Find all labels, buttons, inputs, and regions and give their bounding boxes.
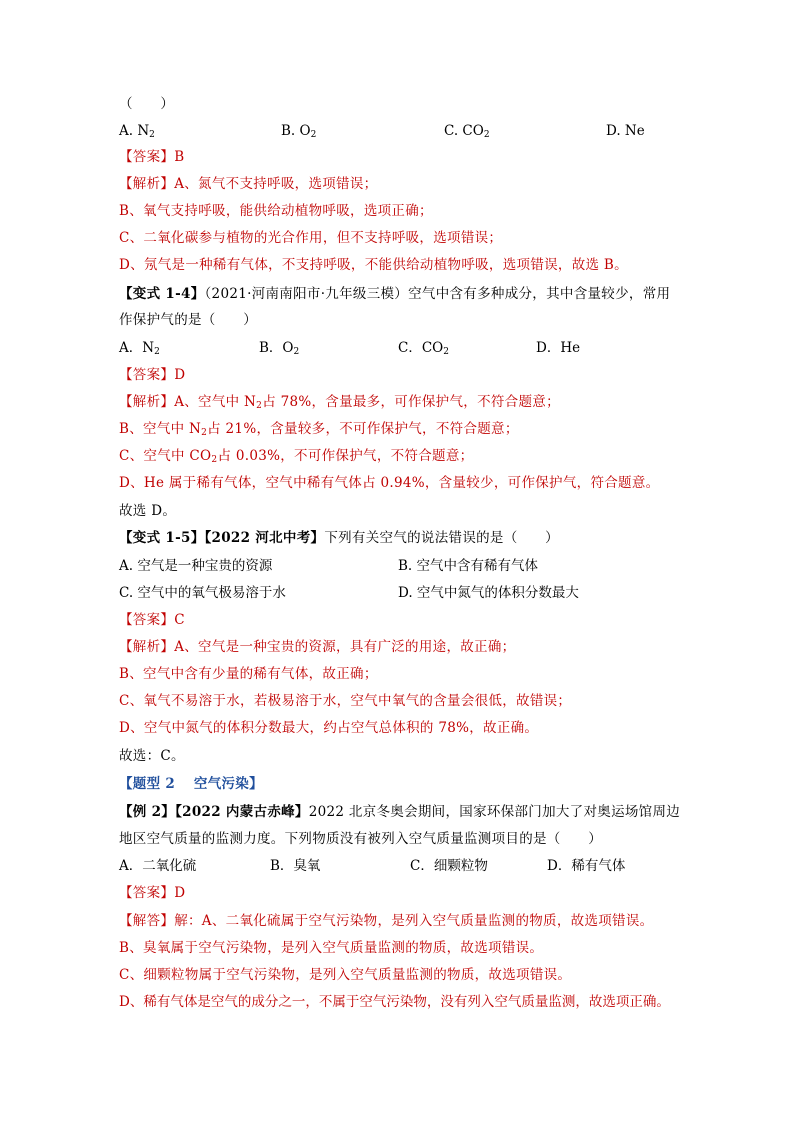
answer-tag: 【答案】 [119,367,175,383]
q4-stem-1: 【例 2】【2022 内蒙古赤峰】2022 北京冬奥会期间，国家环保部门加大了对奥运场馆周边 [119,804,681,820]
q3-option-d: D. 空气中氮气的体积分数最大 [398,585,579,601]
answer-value: C [174,612,185,628]
q3-analysis-4: D、空气中氮气的体积分数最大，约占空气总体积的 78%，故正确。 [119,720,539,736]
q2-stem-1: 【变式 1-4】（2021·河南南阳市·九年级三模）空气中含有多种成分，其中含量较少，常用 [119,286,671,302]
answer-tag: 【答案】 [119,612,175,628]
question-source: 【2022 内蒙古赤峰】 [175,804,309,820]
q4-answer [119,884,185,902]
q2-analysis-2: B、空气中 $N_2$占 21%，含量较多，不可作保护气，不符合题意； [119,421,519,438]
q2-analysis-1: 【解析】A、空气中 $N_2$占 78%，含量最多，可作保护气，不符合题意； [119,394,560,411]
answer-value: B [174,149,185,165]
q3-analysis-2: B、空气中含有少量的稀有气体，故正确； [119,666,378,682]
analysis-tag: 【解析】 [119,639,175,655]
q1-option-d: D. Ne [606,123,645,139]
q3-analysis-1: 【解析】A、空气是一种宝贵的资源，具有广泛的用途，故正确； [119,639,516,655]
q2-option-d: D．He [536,340,581,356]
q4-option-a: A．二氧化硫 [119,858,197,874]
q1-analysis-1: 【解析】A、氮气不支持呼吸，选项错误； [119,176,378,192]
question-tag: 【例 2】 [119,804,176,820]
q1-analysis-4: D、氖气是一种稀有气体，不支持呼吸，不能供给动植物呼吸，选项错误，故选 B。 [119,257,628,273]
q2-analysis-4: D、He 属于稀有气体，空气中稀有气体占 0.94%，含量较少，可作保护气，符合题意。 [119,475,660,491]
q3-option-a: A. 空气是一种宝贵的资源 [119,558,273,574]
q1-option-c: C. $CO_2$ [444,123,490,140]
q3-stem: 【变式 1-5】【2022 河北中考】下列有关空气的说法错误的是（ ） [119,530,559,546]
q2-option-a: A．$N_2$ [119,340,160,357]
question-tag: 【变式 1-4】 [119,286,205,302]
q3-answer [119,611,185,629]
q2-stem-2: 作保护气的是（ ） [119,312,257,328]
answer-value: D [174,367,186,383]
q4-option-c: C．细颗粒物 [410,858,488,874]
q1-analysis-3: C、二氧化碳参与植物的光合作用，但不支持呼吸，选项错误； [119,230,503,246]
q3-conclusion: 故选：C。 [119,748,185,764]
q1-option-a: A. $N_2$ [119,123,155,140]
q1-answer [119,148,184,166]
q4-stem-2: 地区空气质量的监测力度。下列物质没有被列入空气质量监测项目的是（ ） [119,831,602,847]
q4-option-b: B．臭氧 [270,858,321,874]
q4-analysis-1: 【解答】解：A、二氧化硫属于空气污染物，是列入空气质量监测的物质，故选项错误。 [119,913,654,929]
q1-analysis-2: B、氧气支持呼吸，能供给动植物呼吸，选项正确； [119,203,433,219]
question-tag: 【变式 1-5】 [119,530,205,546]
q2-conclusion: 故选 D。 [119,503,177,519]
answer-tag: 【答案】 [119,149,175,165]
analysis-tag: 【解析】 [119,176,175,192]
q2-option-b: B．$O_2$ [259,340,300,357]
question-source: 【2022 河北中考】 [204,530,325,546]
answer-value: D [174,885,186,901]
q4-analysis-2: B、臭氧属于空气污染物，是列入空气质量监测的物质，故选项错误。 [119,940,544,956]
q1-blank: （ ） [119,96,175,112]
q3-option-c: C. 空气中的氧气极易溶于水 [119,585,286,601]
q3-analysis-3: C、氧气不易溶于水，若极易溶于水，空气中氧气的含量会很低，故错误； [119,693,572,709]
q2-analysis-3: C、空气中 $CO_2$占 0.03%，不可作保护气，不符合题意； [119,448,474,465]
analysis-tag: 【解析】 [119,394,175,410]
q2-answer [119,366,185,384]
q4-analysis-3: C、细颗粒物属于空气污染物，是列入空气质量监测的物质，故选项错误。 [119,967,572,983]
answer-tag: 【答案】 [119,885,175,901]
q3-option-b: B. 空气中含有稀有气体 [398,558,539,574]
q2-option-c: C．$CO_2$ [398,340,449,357]
section-title: 【题型 2 空气污染】 [119,776,263,792]
q1-option-b: B. $O_2$ [281,123,317,140]
q4-option-d: D．稀有气体 [547,858,626,874]
q4-analysis-4: D、稀有气体是空气的成分之一，不属于空气污染物，没有列入空气质量监测，故选项正确。 [119,994,670,1010]
analysis-tag: 【解答】 [119,913,175,929]
